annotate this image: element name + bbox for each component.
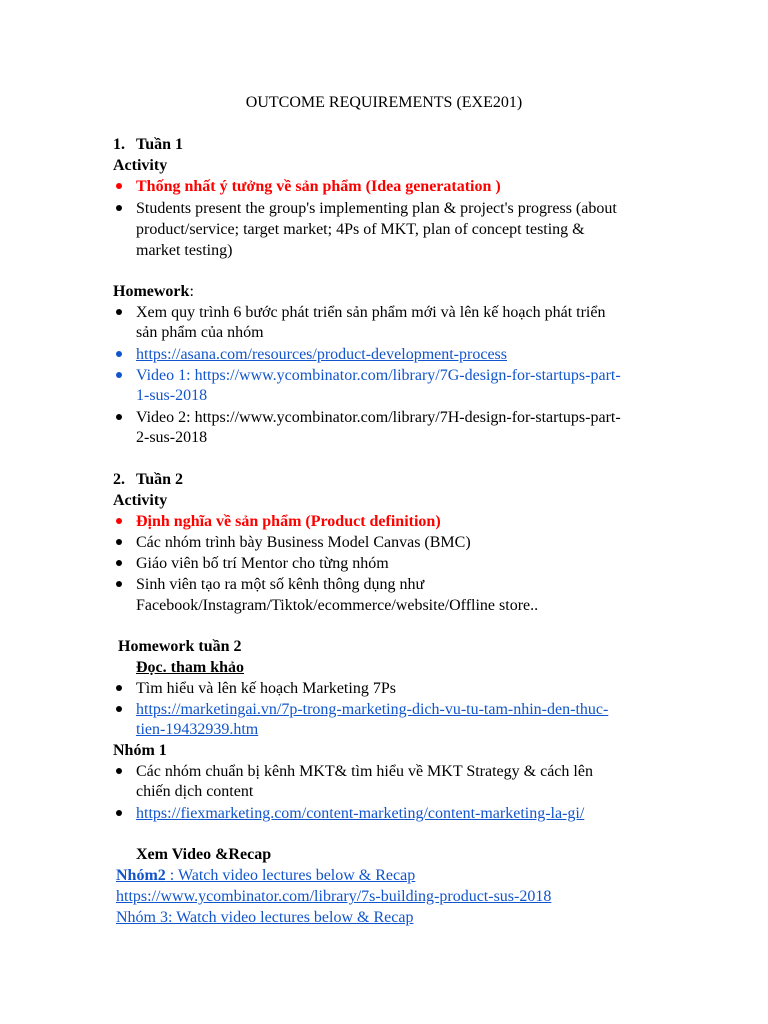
group-2-text: : Watch video lectures below & Recap [165, 867, 416, 884]
week-2-activity-1: Định nghĩa về sản phẩm (Product definition) [136, 513, 441, 530]
group-1-item-line-1: Các nhóm chuẩn bị kênh MKT& tìm hiểu về MKT Strategy & cách lên [136, 763, 593, 780]
week-1-homework-heading [113, 282, 194, 302]
homework-label: Homework [113, 283, 190, 300]
bullet-icon [116, 518, 122, 524]
week-1-activity-1: Thống nhất ý tưởng về sản phẩm (Idea generatation ) [136, 178, 501, 195]
group-1-item-line-2: chiến dịch content [136, 783, 254, 800]
week-1-activity-heading: Activity [113, 157, 168, 174]
week-1-activity-2-line-2: product/service; target market; 4Ps of MKT, plan of concept testing & [136, 221, 585, 238]
bullet-icon [116, 706, 122, 712]
video-2-line-1: Video 2: https://www.ycombinator.com/library/7H-design-for-startups-part- [136, 409, 621, 426]
bullet-icon [116, 183, 122, 189]
homework-colon: : [189, 283, 194, 300]
week-1-activity-2-line-1: Students present the group's implementing plan & project's progress (about [136, 200, 617, 217]
week-2-activity-3: Giáo viên bố trí Mentor cho từng nhóm [136, 555, 389, 572]
bullet-icon [116, 309, 122, 315]
video-2-line-2: 2-sus-2018 [136, 429, 208, 446]
week-1-activity-2-line-3: market testing) [136, 242, 233, 259]
bullet-icon [116, 685, 122, 691]
week-1-number: 1. [113, 136, 125, 153]
week-2-heading [113, 470, 183, 490]
marketingai-link-line-2[interactable]: tien-19432939.htm [136, 721, 259, 738]
video-recap-heading: Xem Video &Recap [136, 846, 272, 863]
video-1-link-line-2[interactable]: 1-sus-2018 [136, 387, 208, 404]
bullet-icon [116, 539, 122, 545]
fiexmarketing-link[interactable]: https://fiexmarketing.com/content-marketing/content-marketing-la-gi/ [136, 805, 585, 822]
week-2-activity-4-line-1: Sinh viên tạo ra một số kênh thông dụng như [136, 576, 425, 593]
bullet-icon [116, 351, 122, 357]
marketing-7ps-item: Tìm hiểu và lên kế hoạch Marketing 7Ps [136, 680, 396, 697]
bullet-icon [116, 768, 122, 774]
bullet-icon [116, 581, 122, 587]
group-2-label: Nhóm2 [116, 867, 166, 884]
bullet-icon [116, 414, 122, 420]
group-3-line[interactable]: Nhóm 3: Watch video lectures below & Recap [116, 909, 414, 926]
group-1-heading: Nhóm 1 [113, 742, 167, 759]
week-2-label: Tuần 2 [136, 471, 183, 488]
week-1-homework-1-line-1: Xem quy trình 6 bước phát triển sản phẩm mới và lên kế hoạch phát triển [136, 304, 606, 321]
asana-link[interactable]: https://asana.com/resources/product-development-process [136, 346, 507, 363]
document-title: OUTCOME REQUIREMENTS (EXE201) [245, 94, 523, 111]
week-2-activity-2: Các nhóm trình bày Business Model Canvas (BMC) [136, 534, 471, 551]
week-1-label: Tuần 1 [136, 136, 183, 153]
week-2-activity-4-line-2: Facebook/Instagram/Tiktok/ecommerce/website/Offline store.. [136, 597, 539, 614]
bullet-icon [116, 810, 122, 816]
week-2-number: 2. [113, 471, 125, 488]
marketingai-link-line-1[interactable]: https://marketingai.vn/7p-trong-marketing-dich-vu-tu-tam-nhin-den-thuc- [136, 701, 609, 718]
ycombinator-building-product-link[interactable]: https://www.ycombinator.com/library/7s-building-product-sus-2018 [116, 888, 552, 905]
week-1-heading [113, 135, 183, 155]
reference-heading: Đọc. tham khảo [136, 659, 245, 676]
week-2-activity-heading: Activity [113, 492, 168, 509]
group-2-line[interactable] [116, 866, 415, 886]
video-1-link-line-1[interactable]: Video 1: https://www.ycombinator.com/library/7G-design-for-startups-part- [136, 367, 621, 384]
bullet-icon [116, 372, 122, 378]
bullet-icon [116, 560, 122, 566]
week-1-homework-1-line-2: sản phẩm của nhóm [136, 324, 264, 341]
bullet-icon [116, 205, 122, 211]
week-2-homework-heading: Homework tuần 2 [118, 638, 242, 655]
